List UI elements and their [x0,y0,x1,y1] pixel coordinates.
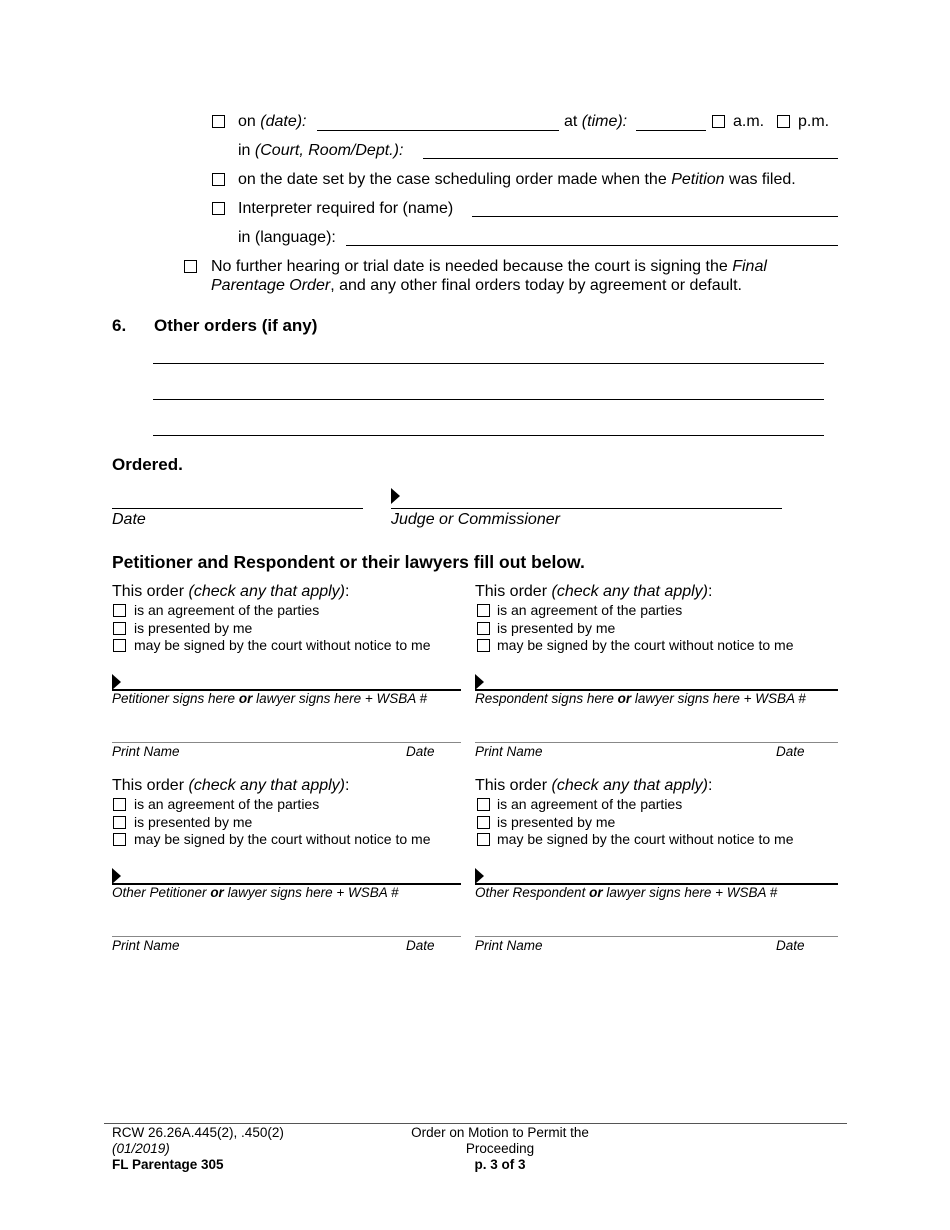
other-petitioner-order-intro: This order (check any that apply): [112,777,350,794]
interpreter-checkbox[interactable] [212,202,225,215]
judge-signature-line[interactable] [391,508,782,509]
respondent-print-name-label: Print Name [475,744,543,759]
respondent-date-label: Date [776,744,805,759]
other-petitioner-no-notice-checkbox[interactable] [113,833,126,846]
respondent-no-notice-label: may be signed by the court without notice to me [497,637,794,653]
footer-page-number: p. 3 of 3 [474,1157,526,1172]
judge-label: Judge or Commissioner [391,511,560,528]
footer-title-line2: Proceeding [465,1141,535,1156]
respondent-signature-caption: Respondent signs here or lawyer signs here + WSBA # [475,691,806,706]
footer-form-number: FL Parentage 305 [112,1157,224,1172]
hearing-date-row: on (date): [238,113,307,130]
petitioner-signature-arrow-icon [112,674,121,690]
respondent-agreement-checkbox[interactable] [477,604,490,617]
time-label: at (time): [564,113,628,130]
petitioner-agreement-label: is an agreement of the parties [134,602,320,618]
scheduling-checkbox[interactable] [212,173,225,186]
pm-label: p.m. [798,113,830,130]
petitioner-order-intro: This order (check any that apply): [112,583,350,600]
interpreter-name-field[interactable] [472,216,838,217]
footer-title-line1: Order on Motion to Permit the [411,1125,589,1140]
no-further-hearing-checkbox[interactable] [184,260,197,273]
petitioner-presented-label: is presented by me [134,620,253,636]
scheduling-text: on the date set by the case scheduling order made when the Petition was filed. [238,171,796,188]
section-6-number: 6. [112,316,127,335]
other-petitioner-print-name-line[interactable] [112,936,461,937]
court-field[interactable] [423,158,838,159]
other-orders-line-2[interactable] [153,399,824,400]
petitioner-agreement-checkbox[interactable] [113,604,126,617]
other-respondent-no-notice-label: may be signed by the court without notice to me [497,831,794,847]
other-petitioner-signature-arrow-icon [112,868,121,884]
other-petitioner-agreement-label: is an agreement of the parties [134,796,320,812]
judge-signature-arrow-icon [391,488,400,504]
parties-heading: Petitioner and Respondent or their lawyers fill out below. [112,552,585,572]
other-petitioner-signature-caption: Other Petitioner or lawyer signs here + WSBA # [112,885,399,900]
court-label: in (Court, Room/Dept.): [238,142,404,159]
respondent-signature-arrow-icon [475,674,484,690]
petitioner-print-name-label: Print Name [112,744,180,759]
ordered-title: Ordered. [112,455,183,474]
language-label: in (language): [238,229,336,246]
other-orders-line-3[interactable] [153,435,824,436]
other-respondent-order-intro: This order (check any that apply): [475,777,713,794]
pm-checkbox[interactable] [777,115,790,128]
section-6-title: Other orders (if any) [154,316,318,335]
order-date-line[interactable] [112,508,363,509]
other-respondent-presented-label: is presented by me [497,814,616,830]
respondent-agreement-label: is an agreement of the parties [497,602,683,618]
petitioner-date-label: Date [406,744,435,759]
respondent-print-name-line[interactable] [475,742,838,743]
other-respondent-presented-checkbox[interactable] [477,816,490,829]
other-petitioner-print-name-label: Print Name [112,938,180,953]
petitioner-print-name-line[interactable] [112,742,461,743]
other-orders-line-1[interactable] [153,363,824,364]
respondent-order-intro: This order (check any that apply): [475,583,713,600]
respondent-presented-label: is presented by me [497,620,616,636]
petitioner-presented-checkbox[interactable] [113,622,126,635]
other-respondent-signature-arrow-icon [475,868,484,884]
am-checkbox[interactable] [712,115,725,128]
language-field[interactable] [346,245,838,246]
other-respondent-no-notice-checkbox[interactable] [477,833,490,846]
time-field[interactable] [636,130,706,131]
hearing-date-checkbox[interactable] [212,115,225,128]
date-field[interactable] [317,130,559,131]
am-label: a.m. [733,113,765,130]
respondent-presented-checkbox[interactable] [477,622,490,635]
footer-title [385,1125,615,1173]
other-respondent-print-name-label: Print Name [475,938,543,953]
petitioner-no-notice-checkbox[interactable] [113,639,126,652]
other-petitioner-agreement-checkbox[interactable] [113,798,126,811]
footer-divider [104,1123,847,1124]
interpreter-label: Interpreter required for (name) [238,200,454,217]
other-petitioner-date-label: Date [406,938,435,953]
footer-rcw: RCW 26.26A.445(2), .450(2) [112,1125,284,1140]
petitioner-signature-caption: Petitioner signs here or lawyer signs here + WSBA # [112,691,428,706]
other-petitioner-presented-checkbox[interactable] [113,816,126,829]
respondent-no-notice-checkbox[interactable] [477,639,490,652]
order-date-label: Date [112,511,146,528]
other-respondent-signature-caption: Other Respondent or lawyer signs here + WSBA # [475,885,778,900]
other-respondent-print-name-line[interactable] [475,936,838,937]
other-respondent-date-label: Date [776,938,805,953]
other-respondent-agreement-label: is an agreement of the parties [497,796,683,812]
other-petitioner-presented-label: is presented by me [134,814,253,830]
no-further-line1: No further hearing or trial date is needed because the court is signing the Final [211,258,767,275]
no-further-line2: Parentage Order, and any other final orders today by agreement or default. [211,277,742,294]
other-respondent-agreement-checkbox[interactable] [477,798,490,811]
other-petitioner-no-notice-label: may be signed by the court without notice to me [134,831,431,847]
petitioner-no-notice-label: may be signed by the court without notice to me [134,637,431,653]
footer-revision: (01/2019) [112,1141,170,1156]
